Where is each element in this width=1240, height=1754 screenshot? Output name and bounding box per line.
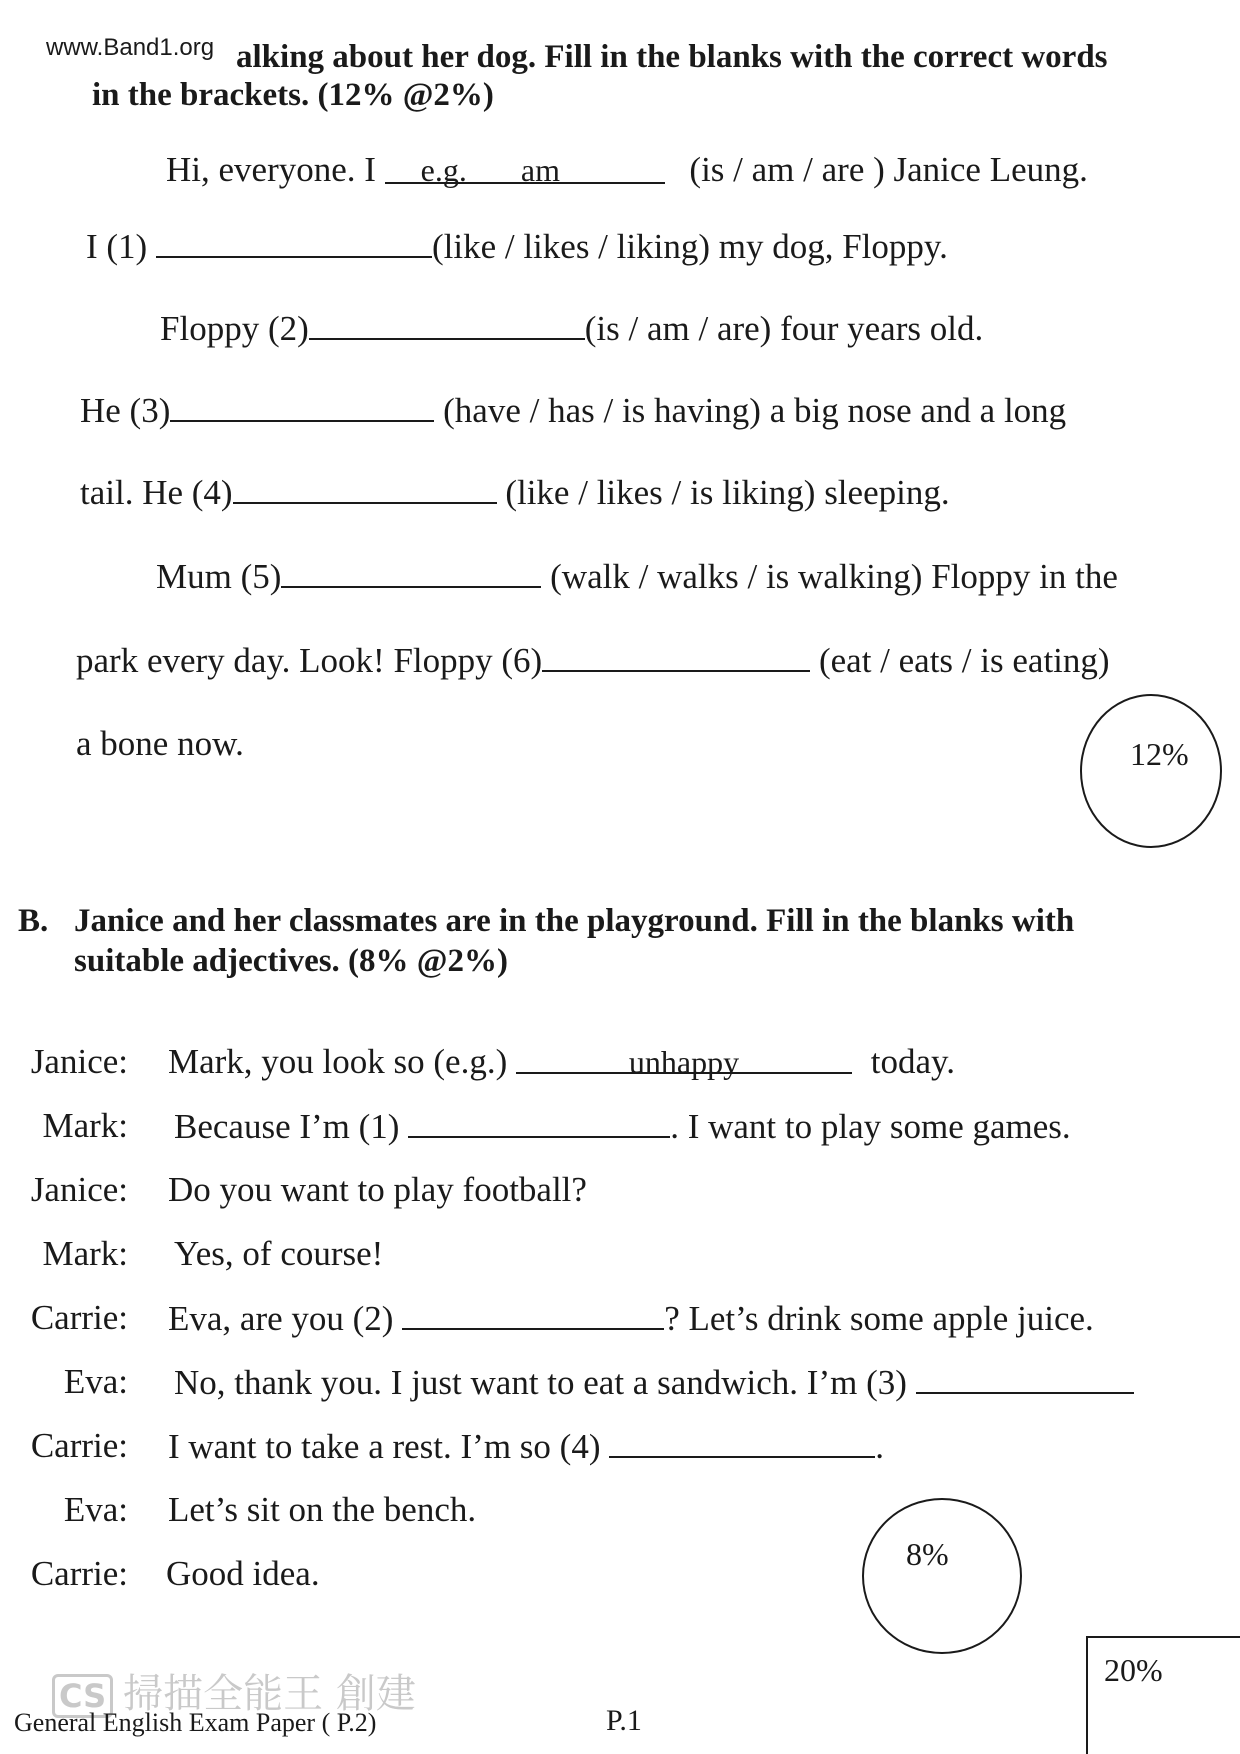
b-q1-blank[interactable] (408, 1106, 670, 1138)
example-options: (is / am / are ) Janice Leung. (689, 150, 1088, 189)
footer-paper-title: General English Exam Paper ( P.2) (14, 1708, 377, 1737)
q3-options: (have / has / is having) a big nose and a long (443, 391, 1067, 430)
q5-prefix: Mum (5) (156, 557, 282, 596)
section-a-example (166, 150, 1088, 190)
section-b-heading-line1: Janice and her classmates are in the playground. Fill in the blanks with (74, 903, 1075, 939)
footer-page-number: P.1 (606, 1704, 642, 1737)
dialogue-text: Yes, of course! (174, 1234, 384, 1273)
dialogue-text (174, 1106, 1071, 1147)
dialogue-prompt: Mark, you look so (e.g.) (168, 1042, 508, 1081)
speaker-label: Carrie: (30, 1554, 128, 1593)
speaker-label: Mark: (42, 1106, 128, 1145)
dialogue-text (168, 1426, 884, 1467)
speaker-label: Eva: (63, 1490, 128, 1529)
speaker-label: Carrie: (30, 1426, 128, 1465)
dialogue-prompt: No, thank you. I just want to eat a sandwich. I’m (3) (174, 1363, 907, 1402)
section-a-heading-line1: alking about her dog. Fill in the blanks with the correct words (236, 39, 1108, 75)
b-q4-blank[interactable] (609, 1426, 875, 1458)
q4-blank[interactable] (233, 472, 497, 504)
dialogue-prompt: I want to take a rest. I’m so (4) (168, 1427, 601, 1466)
q6-options: (eat / eats / is eating) (818, 641, 1110, 680)
q2-prefix: Floppy (2) (160, 309, 309, 348)
q2-options: (is / am / are) four years old. (584, 309, 984, 348)
b-q3-blank[interactable] (916, 1362, 1134, 1394)
section-a-question-1 (86, 226, 948, 267)
dialogue-prompt: Eva, are you (2) (168, 1299, 394, 1338)
example-blank-b (516, 1042, 852, 1080)
section-b-heading-line2: suitable adjectives. (8% @2%) (74, 943, 508, 979)
dialogue-suffix: . (875, 1427, 884, 1466)
dialogue-text (168, 1042, 955, 1082)
total-score: 20% (1104, 1652, 1163, 1688)
section-a-heading-line2: in the brackets. (12% @2%) (92, 77, 494, 113)
q6-blank[interactable] (542, 640, 810, 672)
dialogue-suffix: today. (870, 1042, 956, 1081)
example-label: e.g. (420, 152, 467, 188)
speaker-label: Eva: (63, 1362, 128, 1401)
section-a-score: 12% (1130, 736, 1189, 772)
dialogue-text: Good idea. (166, 1554, 320, 1593)
section-b-label: B. (18, 903, 49, 939)
speaker-label: Janice: (30, 1042, 128, 1081)
speaker-label: Janice: (30, 1170, 128, 1209)
speaker-label: Mark: (42, 1234, 128, 1273)
section-a-question-3 (80, 390, 1066, 431)
section-a-question-2 (160, 308, 983, 349)
example-prefix: Hi, everyone. I (166, 150, 376, 189)
watermark-url: www.Band1.org (40, 34, 220, 62)
section-a-closing-line: a bone now. (76, 724, 244, 763)
dialogue-text (174, 1362, 1134, 1403)
section-a-question-6 (76, 640, 1110, 681)
q1-blank[interactable] (156, 226, 432, 258)
scanner-text: 掃描全能王 創建 (123, 1671, 416, 1717)
section-a-question-4 (80, 472, 950, 513)
dialogue-prompt: Because I’m (1) (174, 1107, 400, 1146)
dialogue-suffix: . I want to play some games. (670, 1107, 1071, 1146)
q1-options: (like / likes / liking) my dog, Floppy. (431, 227, 948, 266)
example-blank (385, 152, 665, 188)
dialogue-text: Let’s sit on the bench. (168, 1490, 477, 1529)
dialogue-suffix: ? Let’s drink some apple juice. (664, 1299, 1094, 1338)
q4-prefix: tail. He (4) (80, 473, 233, 512)
section-a-score-circle (1080, 694, 1222, 848)
scanner-logo-icon: CS (52, 1674, 113, 1718)
q4-options: (like / likes / is liking) sleeping. (505, 473, 950, 512)
q6-prefix: park every day. Look! Floppy (6) (76, 641, 543, 680)
example-answer: am (520, 152, 560, 188)
dialogue-text (168, 1298, 1094, 1339)
b-q2-blank[interactable] (402, 1298, 664, 1330)
section-b-score: 8% (906, 1536, 949, 1572)
q5-blank[interactable] (281, 556, 541, 588)
section-a-question-5 (156, 556, 1118, 597)
total-score-box (1086, 1636, 1240, 1754)
q3-blank[interactable] (170, 390, 434, 422)
q3-prefix: He (3) (80, 391, 171, 430)
speaker-label: Carrie: (30, 1298, 128, 1337)
dialogue-text: Do you want to play football? (168, 1170, 587, 1209)
q2-blank[interactable] (309, 308, 585, 340)
q1-prefix: I (1) (86, 227, 148, 266)
example-answer-b: unhappy (628, 1044, 740, 1080)
section-b-score-circle (862, 1498, 1022, 1654)
q5-options: (walk / walks / is walking) Floppy in the (550, 557, 1118, 596)
